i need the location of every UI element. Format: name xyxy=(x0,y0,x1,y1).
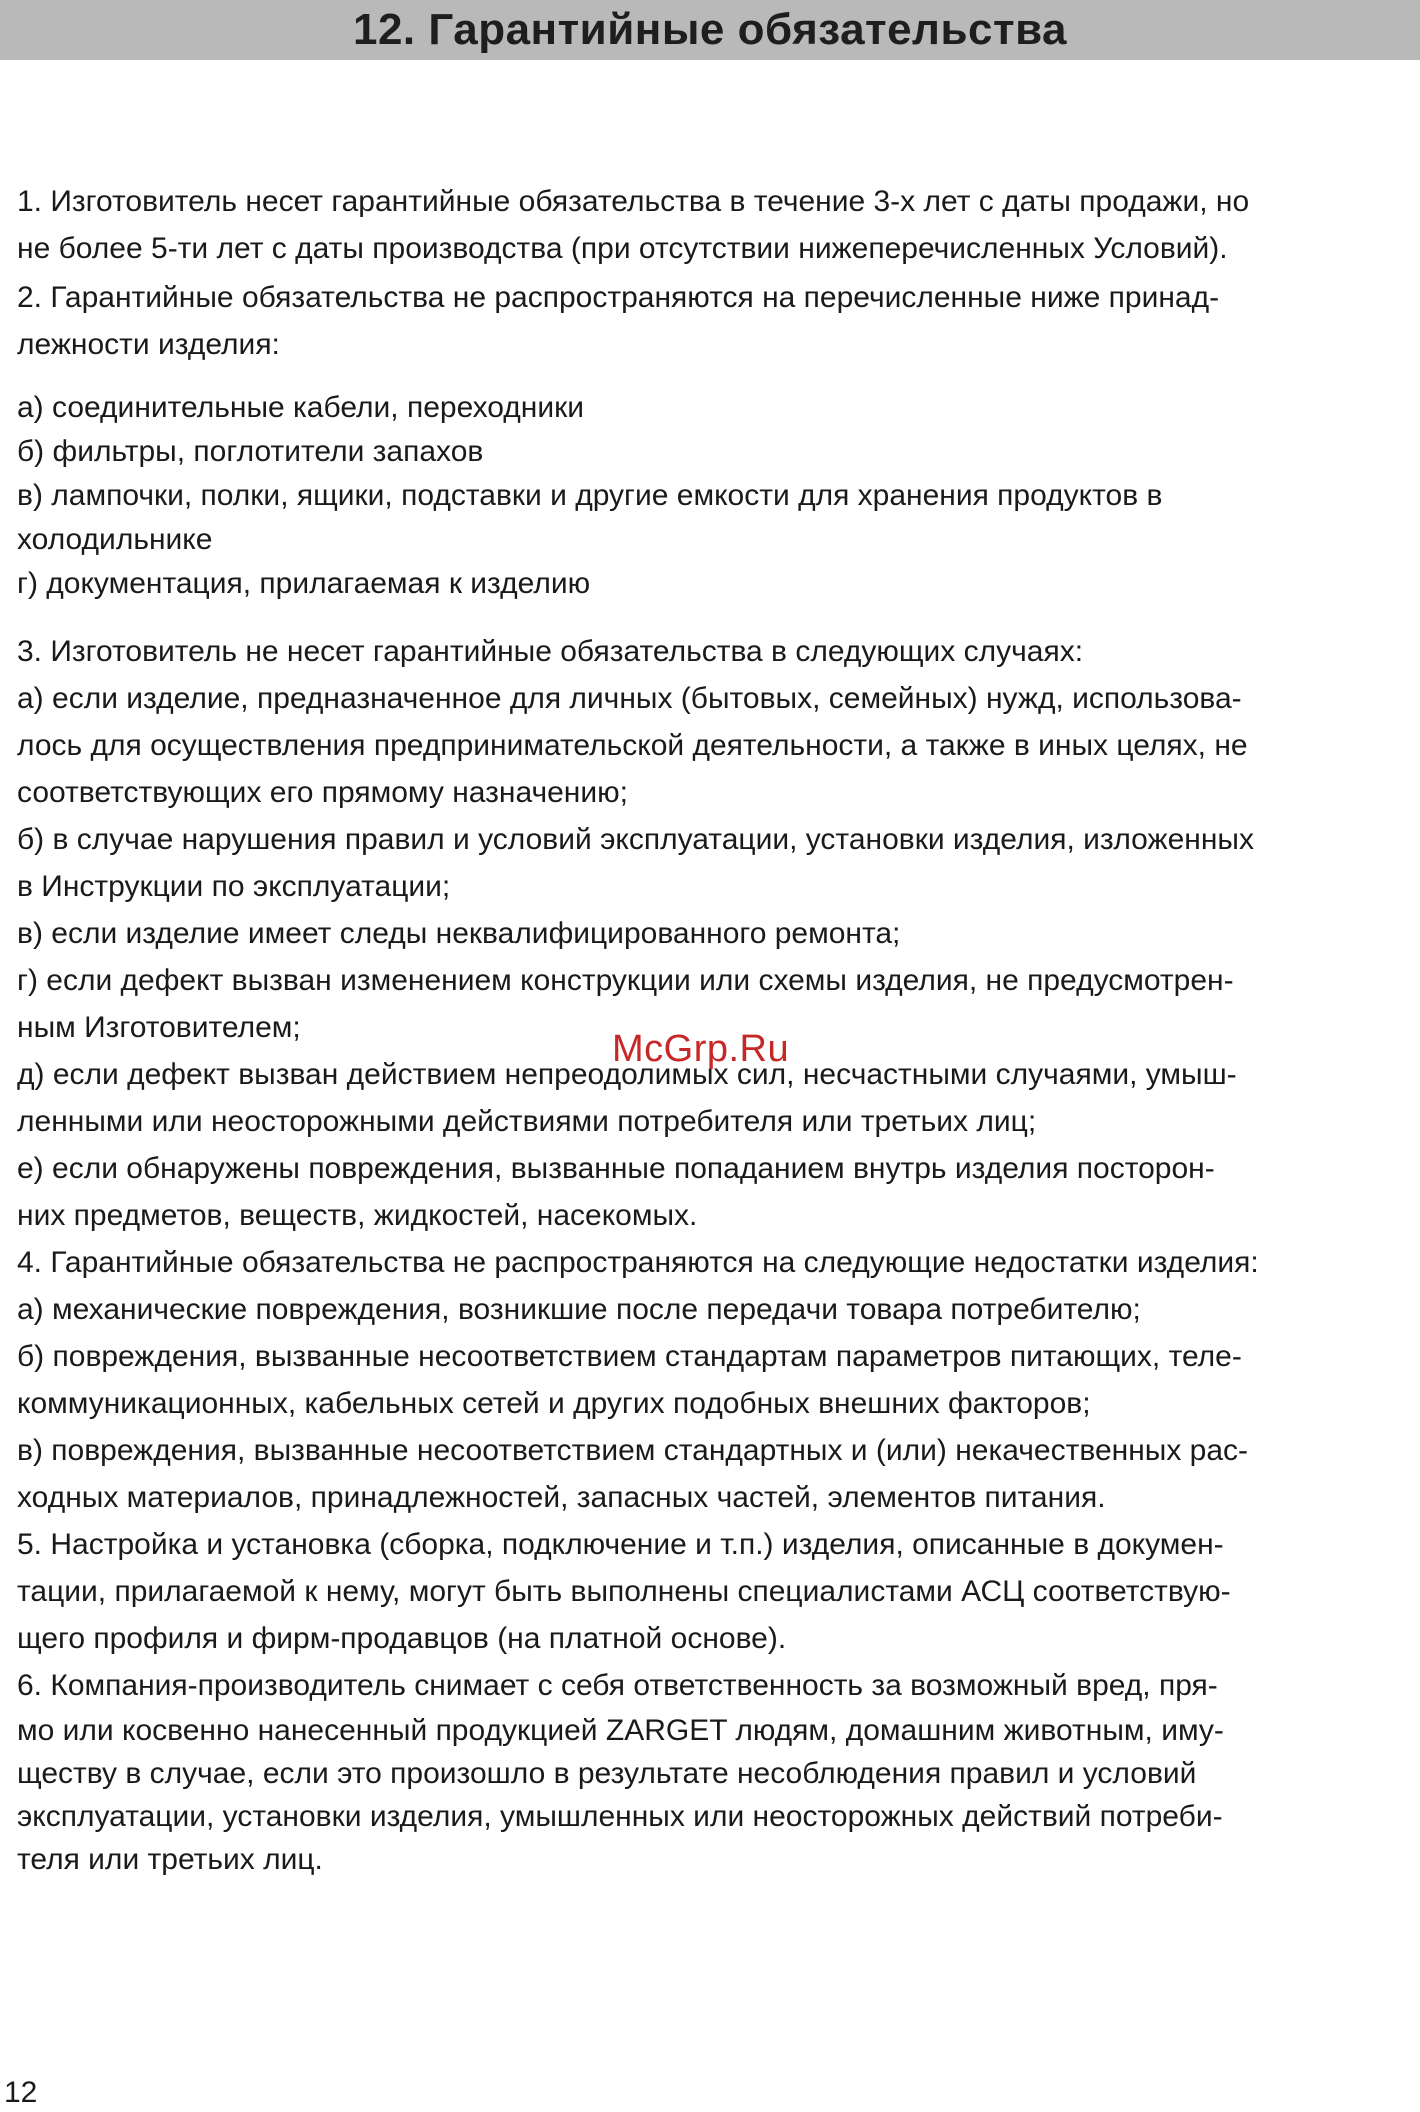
text-line: не более 5-ти лет с даты производства (при отсутствии нижеперечисленных Условий). xyxy=(17,232,1228,265)
text-line: г) документация, прилагаемая к изделию xyxy=(17,567,591,600)
text-line: коммуникационных, кабельных сетей и других подобных внешних факторов; xyxy=(17,1387,1091,1420)
text-line: теля или третьих лиц. xyxy=(17,1843,323,1876)
watermark: McGrp.Ru xyxy=(612,1028,790,1070)
text-line: мо или косвенно нанесенный продукцией ZARGET людям, домашним животным, иму- xyxy=(17,1714,1224,1747)
page-number: 12 xyxy=(4,2076,38,2109)
text-line: 2. Гарантийные обязательства не распространяются на перечисленные ниже принад- xyxy=(17,281,1220,314)
text-line: щего профиля и фирм-продавцов (на платной основе). xyxy=(17,1622,787,1655)
text-line: б) повреждения, вызванные несоответствием стандартам параметров питающих, теле- xyxy=(17,1340,1242,1373)
text-line: а) если изделие, предназначенное для личных (бытовых, семейных) нужд, использова- xyxy=(17,682,1242,715)
text-line: тации, прилагаемой к нему, могут быть выполнены специалистами АСЦ соответствую- xyxy=(17,1575,1231,1608)
text-line: лежности изделия: xyxy=(17,328,280,361)
text-line: соответствующих его прямому назначению; xyxy=(17,776,628,809)
text-line: холодильнике xyxy=(17,523,213,556)
text-line: б) фильтры, поглотители запахов xyxy=(17,435,484,468)
text-line: них предметов, веществ, жидкостей, насекомых. xyxy=(17,1199,698,1232)
text-line: в) повреждения, вызванные несоответствием стандартных и (или) некачественных рас- xyxy=(17,1434,1249,1467)
text-line: а) соединительные кабели, переходники xyxy=(17,391,584,424)
text-line: ходных материалов, принадлежностей, запасных частей, элементов питания. xyxy=(17,1481,1106,1514)
text-line: ным Изготовителем; xyxy=(17,1011,301,1044)
text-line: г) если дефект вызван изменением конструкции или схемы изделия, не предусмотрен- xyxy=(17,964,1234,997)
text-line: в) лампочки, полки, ящики, подставки и другие емкости для хранения продуктов в xyxy=(17,479,1163,512)
text-line: 1. Изготовитель несет гарантийные обязательства в течение 3-х лет с даты продажи, но xyxy=(17,185,1250,218)
text-line: ществу в случае, если это произошло в результате несоблюдения правил и условий xyxy=(17,1757,1197,1790)
page-title: 12. Гарантийные обязательства xyxy=(352,5,1068,54)
text-line: 6. Компания-производитель снимает с себя ответственность за возможный вред, пря- xyxy=(17,1669,1218,1702)
text-line: б) в случае нарушения правил и условий эксплуатации, установки изделия, изложенных xyxy=(17,823,1254,856)
text-line: 4. Гарантийные обязательства не распространяются на следующие недостатки изделия: xyxy=(17,1246,1259,1279)
text-line: а) механические повреждения, возникшие после передачи товара потребителю; xyxy=(17,1293,1141,1326)
text-line: 5. Настройка и установка (сборка, подключение и т.п.) изделия, описанные в докумен- xyxy=(17,1528,1224,1561)
text-line: ленными или неосторожными действиями потребителя или третьих лиц; xyxy=(17,1105,1037,1138)
text-line: лось для осуществления предпринимательской деятельности, а также в иных целях, не xyxy=(17,729,1248,762)
text-line: в) если изделие имеет следы неквалифицированного ремонта; xyxy=(17,917,901,950)
text-line: в Инструкции по эксплуатации; xyxy=(17,870,451,903)
text-line: 3. Изготовитель не несет гарантийные обязательства в следующих случаях: xyxy=(17,635,1084,668)
text-line: д) если дефект вызван действием непреодолимых сил, несчастными случаями, умыш- xyxy=(17,1058,1237,1091)
text-line: е) если обнаружены повреждения, вызванные попаданием внутрь изделия посторон- xyxy=(17,1152,1215,1185)
text-line: эксплуатации, установки изделия, умышленных или неосторожных действий потреби- xyxy=(17,1800,1223,1833)
